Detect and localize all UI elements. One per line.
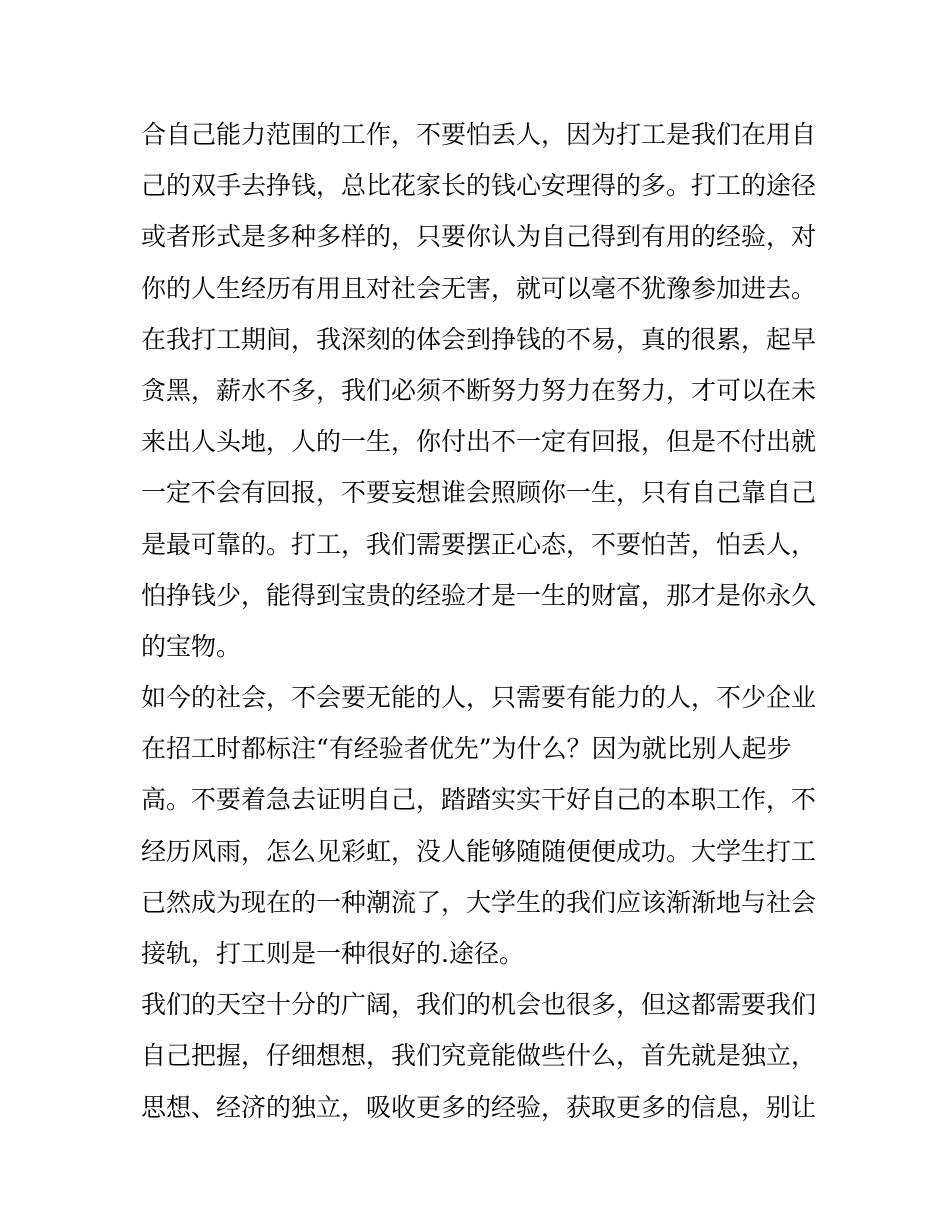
- text-line: 高。不要着急去证明自己，踏踏实实干好自己的本职工作，不: [141, 785, 817, 815]
- document-body: [141, 109, 816, 1133]
- text-line: 在招工时都标注“有经验者优先”为什么？因为就比别人起步: [141, 734, 792, 764]
- text-line: 在我打工期间，我深刻的体会到挣钱的不易，真的很累，起早: [141, 324, 817, 354]
- text-line: 接轨，打工则是一种很好的.途径。: [141, 939, 524, 968]
- text-line: 己的双手去挣钱，总比花家长的钱心安理得的多。打工的途径: [141, 171, 817, 201]
- text-line: 已然成为现在的一种潮流了，大学生的我们应该渐渐地与社会: [141, 887, 817, 917]
- text-line: 你的人生经历有用且对社会无害，就可以毫不犹豫参加进去。: [141, 273, 817, 303]
- text-line: 我们的天空十分的广阔，我们的机会也很多，但这都需要我们: [141, 990, 817, 1020]
- text-line: 来出人头地，人的一生，你付出不一定有回报，但是不付出就: [141, 427, 817, 457]
- text-line: 如今的社会，不会要无能的人，只需要有能力的人，不少企业: [141, 683, 817, 713]
- text-line: 经历风雨，怎么见彩虹，没人能够随随便便成功。大学生打工: [141, 836, 817, 866]
- text-line: 贪黑，薪水不多，我们必须不断努力努力在努力，才可以在未: [141, 375, 817, 405]
- text-line: 怕挣钱少，能得到宝贵的经验才是一生的财富，那才是你永久: [141, 580, 817, 610]
- text-line: 思想、经济的独立，吸收更多的经验，获取更多的信息，别让: [141, 1092, 817, 1122]
- text-line: 是最可靠的。打工，我们需要摆正心态，不要怕苦，怕丢人，: [141, 529, 817, 559]
- text-line: 自己把握，仔细想想，我们究竟能做些什么，首先就是独立，: [141, 1041, 817, 1071]
- text-line: 或者形式是多种多样的，只要你认为自己得到有用的经验，对: [141, 222, 817, 252]
- text-line: 的宝物。: [141, 631, 242, 661]
- text-line: 一定不会有回报，不要妄想谁会照顾你一生，只有自己靠自己: [141, 478, 817, 508]
- text-line: 合自己能力范围的工作，不要怕丢人，因为打工是我们在用自: [141, 120, 817, 149]
